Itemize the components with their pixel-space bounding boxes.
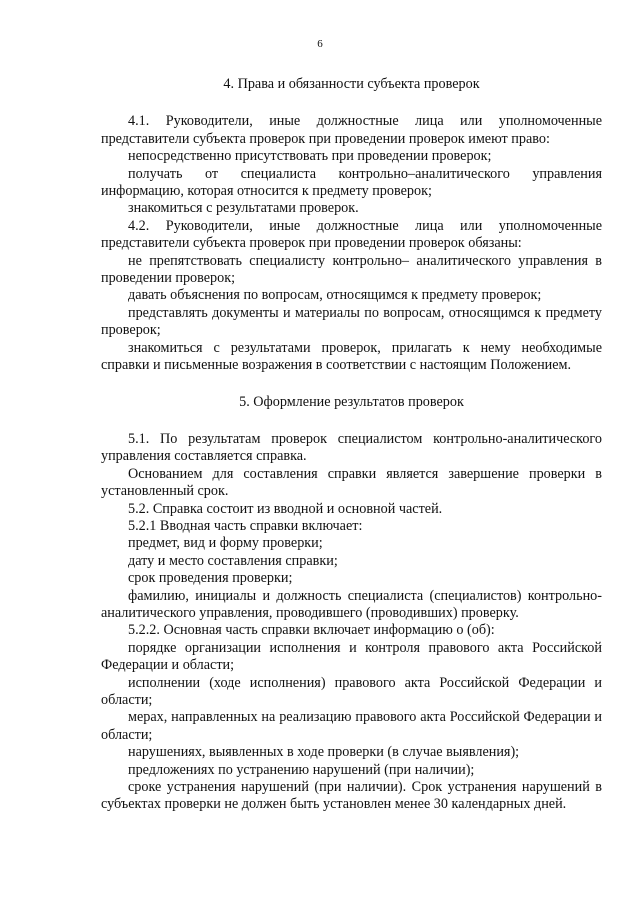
section-5-heading: 5. Оформление результатов проверок — [239, 393, 464, 410]
page-number: 6 — [317, 38, 323, 50]
paragraph: знакомиться с результатами проверок, прилагать к нему необходимые справки и письменные возражения в соответствии с настоящим Положением. — [101, 339, 602, 374]
paragraph: предмет, вид и форму проверки; — [128, 535, 323, 552]
paragraph: мерах, направленных на реализацию правового акта Российской Федерации и области; — [101, 709, 602, 743]
paragraph: нарушениях, выявленных в ходе проверки (в случае выявления); — [128, 744, 520, 761]
paragraph: срок проведения проверки; — [128, 570, 293, 587]
paragraph: не препятствовать специалисту контрольно– аналитического управления в проведении проверок; — [101, 252, 602, 287]
paragraph: сроке устранения нарушений (при наличии). Срок устранения нарушений в субъектах проверки не должен быть установлен менее 30 календарных дней. — [101, 779, 602, 813]
paragraph: Основанием для составления справки является завершение проверки в установленный срок. — [101, 465, 602, 500]
document-body — [101, 76, 602, 814]
paragraph: 5.2.1 Вводная часть справки включает: — [128, 517, 363, 534]
paragraph: 4.2. Руководители, иные должностные лица или уполномоченные представители субъекта проверок при проведении проверок обязаны: — [101, 217, 602, 252]
paragraph: порядке организации исполнения и контроля правового акта Российской Федерации и области; — [101, 639, 602, 674]
paragraph: 5.2.2. Основная часть справки включает информацию о (об): — [128, 622, 495, 639]
paragraph: знакомиться с результатами проверок. — [128, 200, 359, 217]
paragraph: 5.1. По результатам проверок специалистом контрольно-аналитического управления составляется справка. — [101, 430, 602, 465]
paragraph: дату и место составления справки; — [128, 552, 338, 569]
paragraph: 4.1. Руководители, иные должностные лица или уполномоченные представители субъекта проверок при проведении проверок имеют право: — [101, 113, 602, 147]
paragraph: получать от специалиста контрольно–аналитического управления информацию, которая относится к предмету проверок; — [101, 165, 602, 200]
paragraph: непосредственно присутствовать при проведении проверок; — [128, 148, 492, 165]
paragraph: представлять документы и материалы по вопросам, относящимся к предмету проверок; — [101, 304, 602, 339]
paragraph: давать объяснения по вопросам, относящимся к предмету проверок; — [128, 287, 542, 304]
paragraph: 5.2. Справка состоит из вводной и основной частей. — [128, 500, 443, 517]
paragraph: фамилию, инициалы и должность специалиста (специалистов) контрольно-аналитического управления, проводившего (проводивших) проверку. — [101, 587, 602, 621]
paragraph: предложениях по устранению нарушений (при наличии); — [128, 761, 475, 778]
section-4-heading: 4. Права и обязанности субъекта проверок — [223, 76, 480, 92]
paragraph: исполнении (ходе исполнения) правового акта Российской Федерации и области; — [101, 674, 602, 708]
